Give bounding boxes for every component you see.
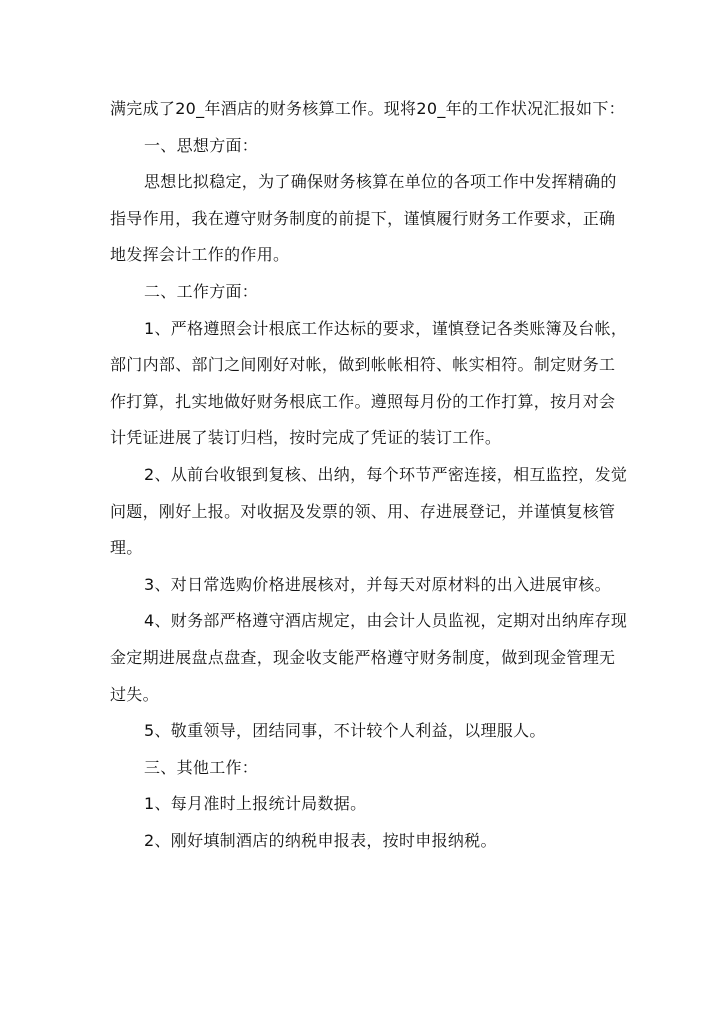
document-page xyxy=(110,91,630,859)
work-item-1: 1、严格遵照会计根底工作达标的要求，谨慎登记各类账簿及台帐，部门内部、部门之间刚好对帐，做到帐帐相符、帐实相符。制定财务工作打算，扎实地做好财务根底工作。遵照每月份的工作打算，按月对会计凭证进展了装订归档，按时完成了凭证的装订工作。 xyxy=(110,318,628,448)
work-item-3: 3、对日常选购价格进展核对，并每天对原材料的出入进展审核。 xyxy=(144,574,611,594)
section-heading-thought: 一、思想方面： xyxy=(144,135,259,155)
intro-paragraph: 满完成了20_年酒店的财务核算工作。现将20_年的工作状况汇报如下： xyxy=(110,99,625,118)
other-item-2: 2、刚好填制酒店的纳税申报表，按时申报纳税。 xyxy=(144,830,497,850)
section-heading-other: 三、其他工作： xyxy=(144,757,259,777)
work-item-5: 5、敬重领导，团结同事，不计较个人利益，以理服人。 xyxy=(144,721,546,741)
thought-paragraph: 思想比拟稳定，为了确保财务核算在单位的各项工作中发挥精确的指导作用，我在遵守财务制度的前提下，谨慎履行财务工作要求，正确地发挥会计工作的作用。 xyxy=(110,172,617,265)
work-item-4: 4、财务部严格遵守酒店规定，由会计人员监视，定期对出纳库存现金定期进展盘点盘查，现金收支能严格遵守财务制度，做到现金管理无过失。 xyxy=(110,611,628,704)
work-item-2: 2、从前台收银到复核、出纳，每个环节严密连接，相互监控，发觉问题，刚好上报。对收据及发票的领、用、存进展登记，并谨慎复核管理。 xyxy=(110,464,628,558)
other-item-1: 1、每月准时上报统计局数据。 xyxy=(144,794,367,814)
section-heading-work: 二、工作方面： xyxy=(144,281,259,301)
